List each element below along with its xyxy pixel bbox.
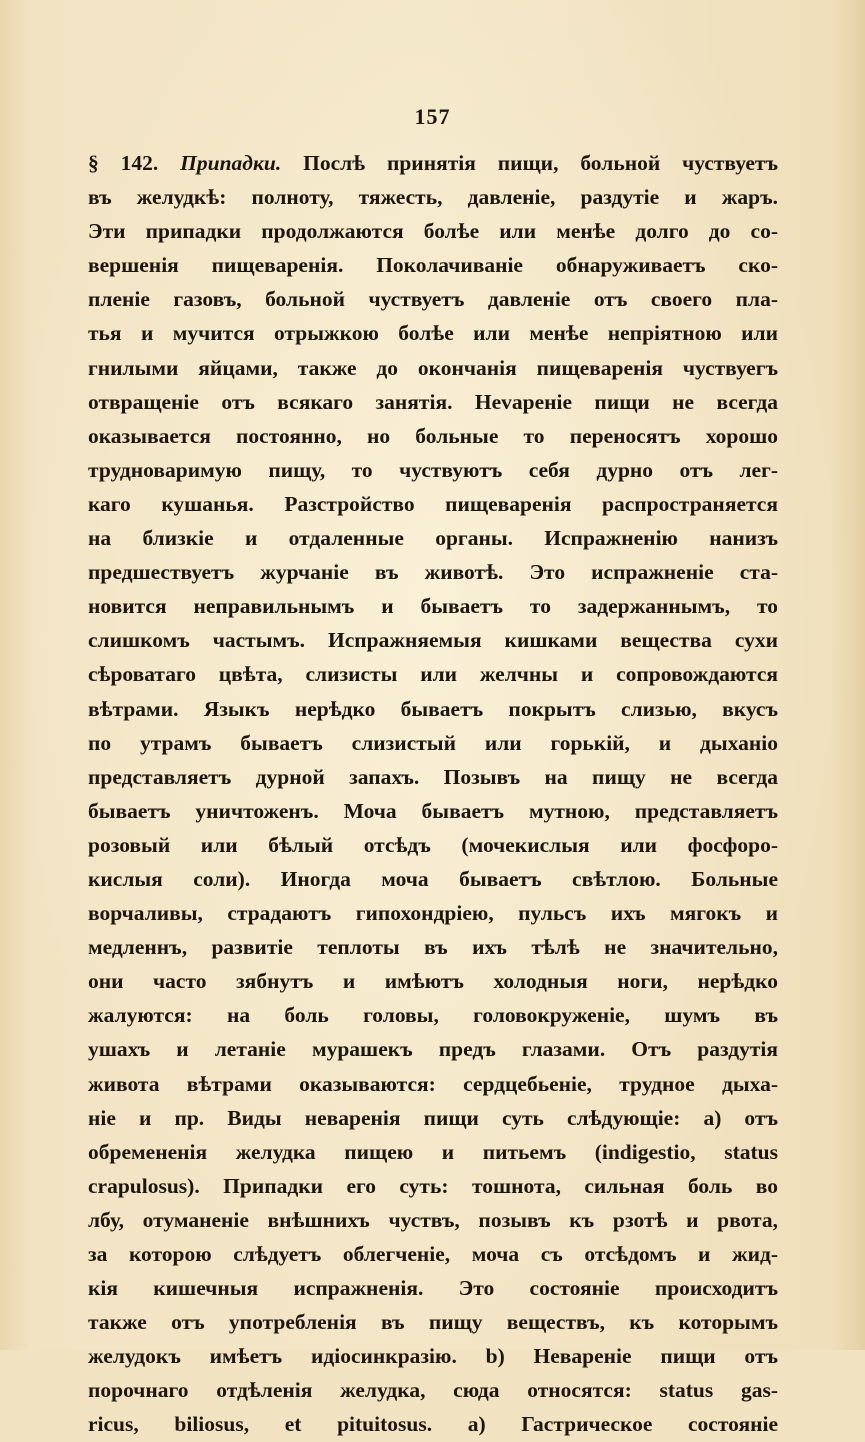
text-line: кислыя соли). Иногда моча бываетъ свѣтлою. Больные bbox=[88, 866, 778, 891]
text-line: кія кишечныя испражненія. Это состояніе происходитъ bbox=[88, 1276, 778, 1301]
text-line: на близкіе и отдаленные органы. Испражненію нанизъ bbox=[88, 526, 778, 551]
text-line: тья и мучится отрыжкою болѣе или менѣе непріятною или bbox=[88, 321, 778, 346]
page-number: 157 bbox=[414, 104, 451, 129]
text-line: по утрамъ бываетъ слизистый или горькій, и дыханіо bbox=[88, 730, 778, 755]
text-line: желудокъ имѣетъ идіосинкразію. b) Невареніе пищи отъ bbox=[88, 1344, 778, 1369]
text-line: Эти припадки продолжаются болѣе или менѣе долго до со- bbox=[88, 219, 778, 244]
text-line: сѣроватаго цвѣта, слизисты или желчны и сопровождаются bbox=[88, 662, 778, 687]
text-line: ніе и пр. Виды неваренія пищи суть слѣдующіе: а) отъ bbox=[88, 1105, 778, 1130]
section-heading: Припадки. bbox=[180, 151, 282, 175]
text-line: пленіе газовъ, больной чуствуетъ давленіе отъ своего пла- bbox=[88, 287, 778, 312]
text-line: въ желудкѣ: полноту, тяжесть, давленіе, раздутіе и жаръ. bbox=[88, 185, 778, 210]
text-line: обремененія желудка пищею и питьемъ (indigestio, status bbox=[88, 1139, 778, 1164]
text-line: представляетъ дурной запахъ. Позывъ на пищу не всегда bbox=[88, 764, 778, 789]
text-line: оказывается постоянно, но больные то переносятъ хорошо bbox=[88, 423, 778, 448]
text-line-first bbox=[88, 146, 778, 180]
first-line-text: Послѣ принятія пищи, больной чуствуетъ bbox=[303, 151, 778, 175]
text-line: crapulosus). Припадки его суть: тошнота, сильная боль во bbox=[88, 1173, 778, 1198]
text-line: ушахъ и летаніе мурашекъ предъ глазами. Отъ раздутія bbox=[88, 1037, 778, 1062]
text-line: отвращеніе отъ всякаго занятія. Неvареніе пищи не всегда bbox=[88, 389, 778, 414]
text-line: также отъ употребленія въ пищу веществъ, къ которымъ bbox=[88, 1310, 778, 1335]
text-line: вѣтрами. Языкъ нерѣдко бываетъ покрытъ слизью, вкусъ bbox=[88, 696, 778, 721]
section-mark: § 142. bbox=[88, 151, 159, 175]
text-line: ricus, biliosus, et pituitosus. а) Гастрическое состояніе bbox=[88, 1412, 778, 1437]
text-line: вершенія пищеваренія. Поколачиваніе обнаруживаетъ ско- bbox=[88, 253, 778, 278]
text-line: каго кушанья. Разстройство пищеваренія распространяется bbox=[88, 491, 778, 516]
text-line: розовый или бѣлый отсѣдъ (мочекислыя или фосфоро- bbox=[88, 832, 778, 857]
text-line: лбу, отуманеніе внѣшнихъ чуствъ, позывъ къ рзотѣ и рвота, bbox=[88, 1207, 778, 1232]
text-line: трудноваримую пищу, то чуствуютъ себя дурно отъ лег- bbox=[88, 457, 778, 482]
text-line: живота вѣтрами оказываются: сердцебьеніе, трудное дыха- bbox=[88, 1071, 778, 1096]
text-line: медленнъ, развитіе теплоты въ ихъ тѣлѣ не значительно, bbox=[88, 935, 778, 960]
text-line: бываетъ уничтоженъ. Моча бываетъ мутною, представляетъ bbox=[88, 798, 778, 823]
text-line: они часто зябнутъ и имѣютъ холодныя ноги, нерѣдко bbox=[88, 969, 778, 994]
text-line: предшествуетъ журчаніе въ животѣ. Это испражненіе ста- bbox=[88, 560, 778, 585]
text-line: порочнаго отдѣленія желудка, сюда относятся: status gas- bbox=[88, 1378, 778, 1403]
text-line: новится неправильнымъ и бываетъ то задержаннымъ, то bbox=[88, 594, 778, 619]
text-line: за которою слѣдуетъ облегченіе, моча съ отсѣдомъ и жид- bbox=[88, 1242, 778, 1266]
body-text bbox=[88, 146, 778, 1442]
text-line: гнилыми яйцами, также до окончанія пищеваренія чуствуегъ bbox=[88, 355, 778, 380]
text-line: жалуются: на боль головы, головокруженіе, шумъ въ bbox=[88, 1003, 778, 1028]
text-line: ворчаливы, страдаютъ гипохондріею, пульсъ ихъ мягокъ и bbox=[88, 901, 778, 926]
text-line: слишкомъ частымъ. Испражняемыя кишками вещества сухи bbox=[88, 628, 778, 653]
